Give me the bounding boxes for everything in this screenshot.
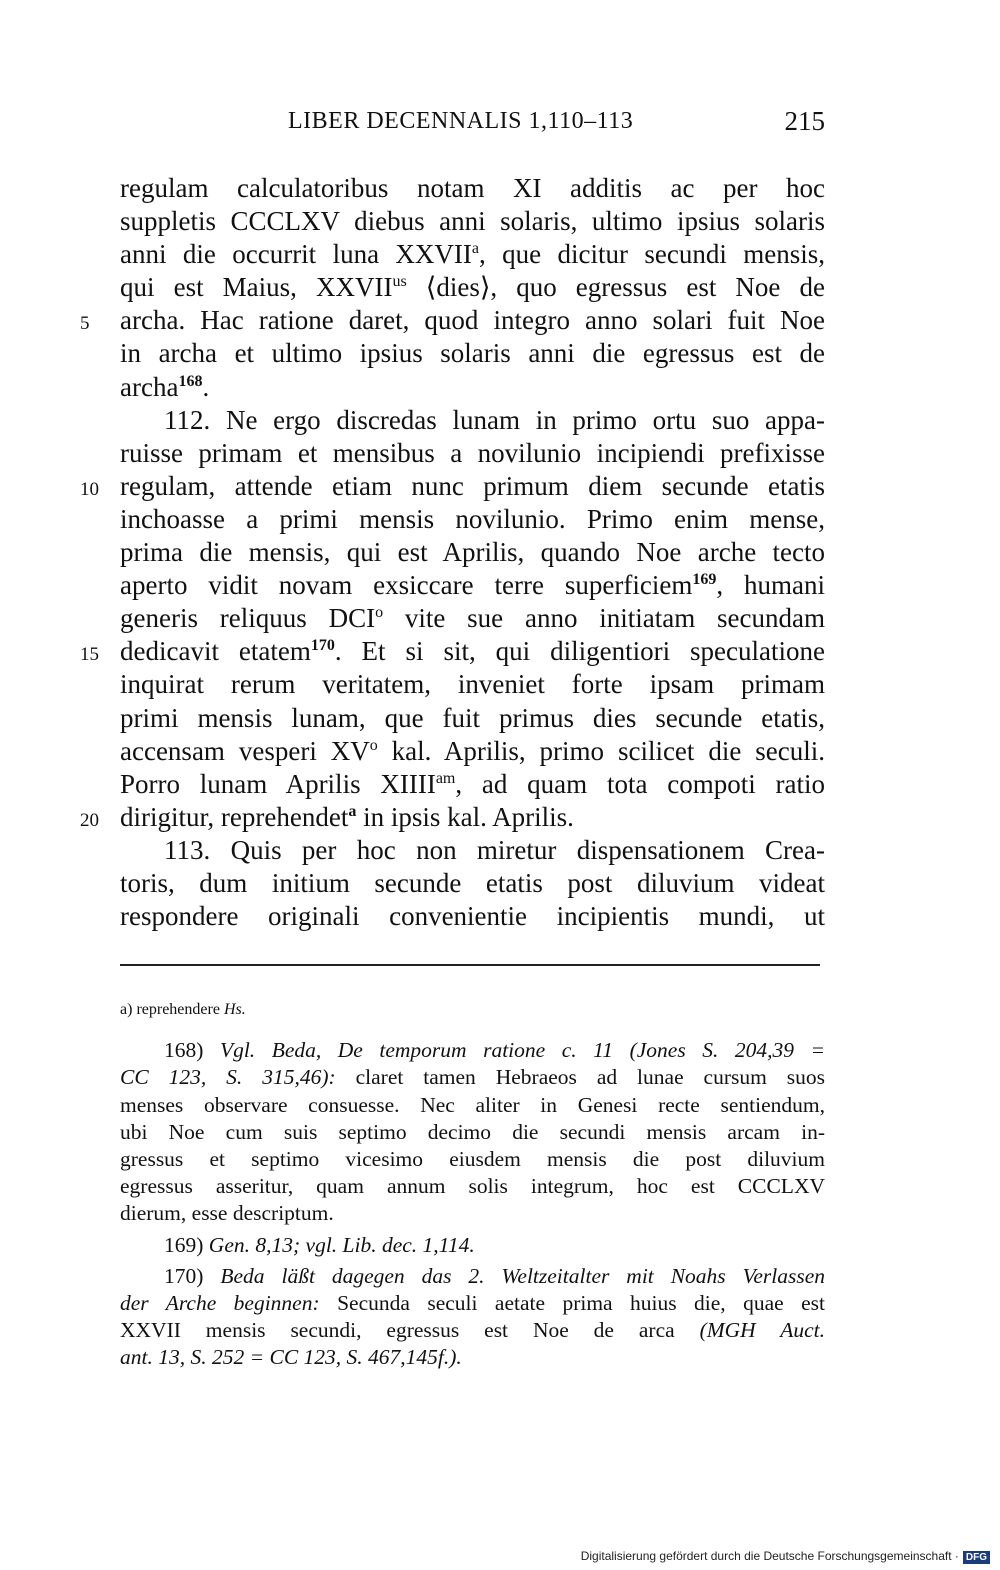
line-text: qui est Maius, XXVII [120,272,393,303]
line-text: respondere originali convenientie incipientis mundi, ut [120,901,825,932]
text-line [120,503,825,536]
main-text [80,172,826,933]
footnote-170 [120,1263,825,1372]
text-line [120,172,825,205]
credit-text: Digitalisierung gefördert durch die Deutsche Forschungsgemeinschaft · [580,1549,959,1563]
text-line [120,371,825,404]
superscript: a [471,240,480,258]
line-text: in archa et ultimo ipsius solaris anni die egressus est de [120,338,825,369]
footnote-line [120,1064,825,1091]
line-text: , humani [716,570,825,601]
footnote-text: ubi Noe cum suis septimo decimo die secundi mensis arcam in- [120,1119,825,1144]
text-line [80,635,825,668]
text-line [120,337,825,370]
footnote-text: egressus asseritur, quam annum solis integrum, hoc est CCCLXV [120,1174,825,1199]
superscript: am [435,769,456,787]
line-text: inquirat rerum veritatem, inveniet forte ipsam primam [120,669,825,700]
footnote-line [120,1200,825,1227]
superscript: o [375,604,384,622]
line-number: 5 [80,313,90,335]
line-text: kal. Aprilis, primo scilicet die seculi. [377,735,825,766]
footnote-line [120,1092,825,1119]
footnote-line [120,1290,825,1317]
line-number: 15 [80,644,99,666]
line-text: dirigitur, reprehendet [120,801,349,832]
text-line [120,702,825,735]
apparatus-source: Hs. [223,1001,246,1018]
text-line [120,238,825,271]
footnote-text: ant. 13, S. 252 = CC 123, S. 467,145f.). [120,1345,462,1370]
footnote-text: menses observare consuesse. Nec aliter in Genesi recte sentiendum, [120,1092,825,1117]
text-line [120,404,825,437]
text-line [120,569,825,602]
line-text: archa [120,371,179,402]
footnote-text: Beda läßt dagegen das 2. Weltzeitalter mit Noahs Verlassen [220,1263,825,1288]
footnote-text: (MGH Auct. [674,1318,825,1343]
footnote-line [120,1317,825,1344]
footnote-text: CC 123, S. 315,46): [120,1065,336,1090]
footnote-ref: 168 [178,372,203,390]
line-text: . [202,371,210,402]
footnote-169 [120,1232,825,1259]
line-text: , que dicitur secundi mensis, [479,239,825,270]
line-text: toris, dum initium secunde etatis post diluvium videat [120,867,825,898]
line-text: regulam calculatoribus notam XI additis ac per hoc [120,173,825,203]
footnote-line [120,1119,825,1146]
line-text: vite sue anno initiatam secundam [383,603,826,634]
text-line [120,735,825,768]
line-text: prima die mensis, qui est Aprilis, quando Noe arche tecto [120,537,825,568]
text-line [120,668,825,701]
superscript: o [369,736,378,754]
line-text: anni die occurrit luna XXVII [120,239,472,270]
line-text: generis reliquus DCI [120,603,376,634]
superscript: us [392,273,407,291]
footnote-text: Secunda seculi aetate prima huius die, quae est [319,1290,826,1315]
footnotes-area [120,996,825,1375]
text-line [120,271,825,304]
footnote-text: XXVII mensis secundi, egressus est Noe de arca [120,1318,675,1343]
footnote-line [120,1037,825,1064]
page-number: 215 [784,106,825,136]
line-text: suppletis CCCLXV diebus anni solaris, ultimo ipsius solaris [120,206,825,237]
footnote-text: claret tamen Hebraeos ad lunae cursum suos [335,1065,826,1090]
line-text: ruisse primam et mensibus a novilunio incipiendi prefixisse [120,437,825,468]
apparatus-note [120,996,825,1023]
line-text: primi mensis lunam, que fuit primus dies secunde etatis, [120,702,825,733]
footnote-divider [120,964,820,966]
footnote-168 [120,1037,825,1227]
footnote-text: gressus et septimo vicesimo eiusdem mensis die post diluvium [120,1146,825,1171]
footnote-text: der Arche beginnen: [120,1290,320,1315]
footnote-text: dierum, esse descriptum. [120,1201,334,1226]
footnote-ref: a [348,802,357,820]
footnote-line [120,1344,825,1371]
footnote-number: 169) [164,1232,204,1257]
footnote-ref: 169 [692,571,717,589]
line-text: in ipsis kal. Aprilis. [356,801,574,832]
line-number: 20 [80,809,99,831]
footnote-text: Vgl. Beda, De temporum ratione c. 11 (Jones S. 204,39 = [219,1038,826,1063]
text-line [120,205,825,238]
footnote-line [120,1263,825,1290]
line-text: 112. Ne ergo discredas lunam in primo ortu suo appa- [164,404,825,435]
line-text: regulam, attende etiam nunc primum diem secunde etatis [120,470,825,501]
running-head [120,108,825,144]
footnote-text: Gen. 8,13; vgl. Lib. dec. 1,114. [208,1232,475,1257]
line-text: , ad quam tota compoti ratio [455,768,825,799]
text-line [120,437,825,470]
text-line [120,900,825,933]
line-number: 10 [80,478,99,500]
line-text: archa. Hac ratione daret, quod integro anno solari fuit Noe [120,305,825,336]
line-text: . Et si sit, qui diligentiori speculatione [334,636,825,667]
line-text: Porro lunam Aprilis XIIII [120,768,436,799]
text-line [80,304,825,337]
text-line [80,801,825,834]
text-line [120,602,825,635]
footnote-number: 170) [164,1263,204,1288]
line-text: 113. Quis per hoc non miretur dispensationem Crea- [164,834,825,865]
footnote-number: 168) [164,1038,204,1063]
running-title: LIBER DECENNALIS 1,110–113 [288,108,634,134]
line-text: ⟨dies⟩, quo egressus est Noe de [406,272,825,303]
apparatus-lemma: reprehendere [136,1001,220,1018]
text-line [120,867,825,900]
text-line [120,536,825,569]
digitization-credit [581,1549,990,1564]
apparatus-label: a) [120,1001,133,1018]
line-text: inchoasse a primi mensis novilunio. Primo enim mense, [120,503,825,534]
line-text: aperto vidit novam exsiccare terre superficiem [120,570,693,601]
footnote-line [120,1173,825,1200]
text-line [120,768,825,801]
footnote-line [120,1146,825,1173]
dfg-logo-icon: DFG [963,1551,990,1564]
text-line [120,834,825,867]
footnote-ref: 170 [310,637,335,655]
footnote-line [120,1232,825,1259]
line-text: accensam vesperi XV [120,735,370,766]
text-line [80,470,825,503]
line-text: dedicavit etatem [120,636,311,667]
